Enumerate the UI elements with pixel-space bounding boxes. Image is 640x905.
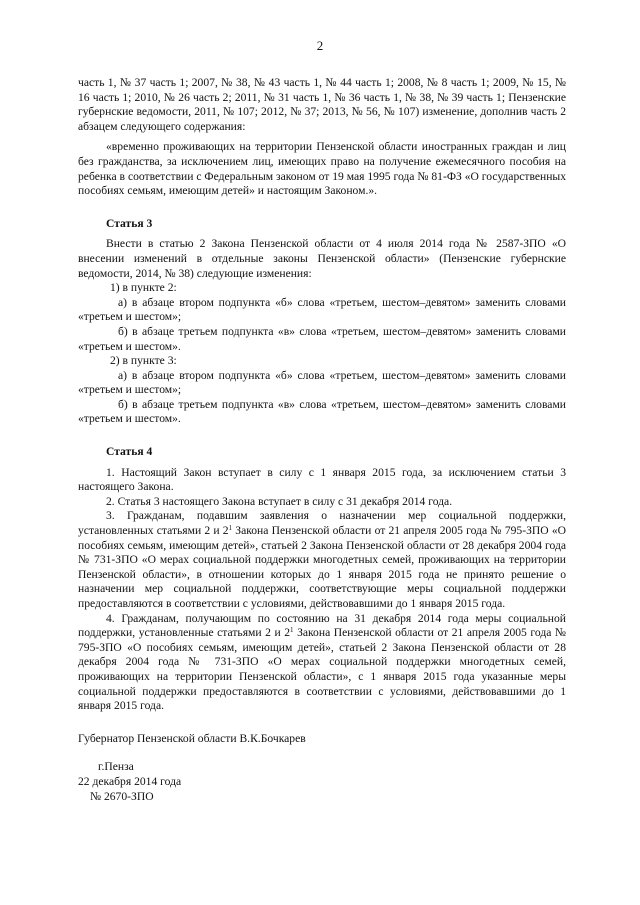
article4-paragraph-3-superscript: 1 [228,524,233,533]
city: г.Пенза [98,760,134,774]
article4-paragraph-2: 2. Статья 3 настоящего Закона вступает в силу с 31 декабря 2014 года. [106,494,453,508]
article3-heading: Статья 3 [106,216,153,230]
page-number: 2 [316,38,324,53]
article3-intro: Внести в статью 2 Закона Пензенской области от 4 июля 2014 года № 2587-ЗПО «О внесении изменений в отдельные законы Пензенской области» (Пензенские губернские ведомости, 2014, № 38) следующие изменения: [78,237,566,280]
article4-paragraph-1: 1. Настоящий Закон вступает в силу с 1 января 2015 года, за исключением статьи 3 настоящего Закона. [78,465,566,494]
article4-paragraph-4-end: Закона Пензенской области от 21 апреля 2005 года № 795-ЗПО «О пособиях семьям, имеющим детей», статьей 2 Закона Пензенской области от 28 декабря 2004 года № 731-ЗПО «О мерах социальной поддержки многодетных семей, проживающих на территории Пензенской области», с 1 января 2015 года указанные меры социальной поддержки предоставляются в соответствии с условиями, действовавшими до 1 января 2015 года. [78,626,566,713]
article4-heading: Статья 4 [106,445,153,459]
article3-item2: 2) в пункте 3: [110,354,177,368]
article3-item2-a: а) в абзаце втором подпункта «б» слова «третьем, шестом–девятом» заменить словами «третьем и шестом»; [78,368,566,397]
article4-paragraph-3-end: Закона Пензенской области от 21 апреля 2005 года № 795-ЗПО «О пособиях семьям, имеющим детей», статьей 2 Закона Пензенской области от 28 декабря 2004 года № 731-ЗПО «О мерах социальной поддержки многодетных семей, проживающих на территории Пензенской области», в отношении которых до 1 января 2015 года не принято решение о назначении мер социальной поддержки, соответствующие меры социальной поддержки предоставляются в соответствии с условиями, действовавшими до 1 января 2015 года. [78,524,566,610]
document-date: 22 декабря 2014 года [78,774,182,788]
document-body [78,76,566,804]
article2-quote-paragraph: «временно проживающих на территории Пензенской области иностранных граждан и лиц без гражданства, за исключением лиц, имеющих право на получение ежемесячного пособия на ребенка в соответствии с Федеральным законом от 19 мая 1995 года № 81-ФЗ «О государственных пособиях семьям, имеющим детей» и настоящим Законом.». [78,140,566,198]
article4-paragraph-4 [78,612,566,714]
article3-item2-b: б) в абзаце третьем подпункта «в» слова «третьем, шестом–девятом» заменить словами «третьем и шестом». [78,397,566,426]
article3-item1-a: а) в абзаце втором подпункта «б» слова «третьем, шестом–девятом» заменить словами «третьем и шестом»; [78,295,566,324]
article2-tail-paragraph: часть 1, № 37 часть 1; 2007, № 38, № 43 часть 1, № 44 часть 1; 2008, № 8 часть 1; 2009, № 15, № 16 часть 1; 2010, № 26 часть 2; 2011, № 31 часть 1, № 36 часть 1, № 38, № 39 часть 1; Пензенские губернские ведомости, 2011, № 107; 2012, № 37; 2013, № 56, № 107) изменение, дополнив часть 2 абзацем следующего содержания: [78,76,566,133]
article4-paragraph-4-superscript: 1 [290,626,294,635]
article4-paragraph-4-start: 4. Гражданам, получающим по состоянию на 31 декабря 2014 года меры социальной поддержки, установленные статьями 2 и 2 [78,611,566,640]
article3-item1-b: б) в абзаце третьем подпункта «в» слова «третьем, шестом–девятом» заменить словами «третьем и шестом». [78,324,566,353]
governor-signature: Губернатор Пензенской области В.К.Бочкарев [78,731,306,745]
article3-item1: 1) в пункте 2: [110,281,177,295]
document-number: № 2670-ЗПО [90,789,154,803]
article4-paragraph-3-start: 3. Гражданам, подавшим заявления о назначении мер социальной поддержки, установленных статьями 2 и 2 [78,509,566,538]
document-meta [78,760,566,804]
article4-paragraph-3 [78,509,566,611]
